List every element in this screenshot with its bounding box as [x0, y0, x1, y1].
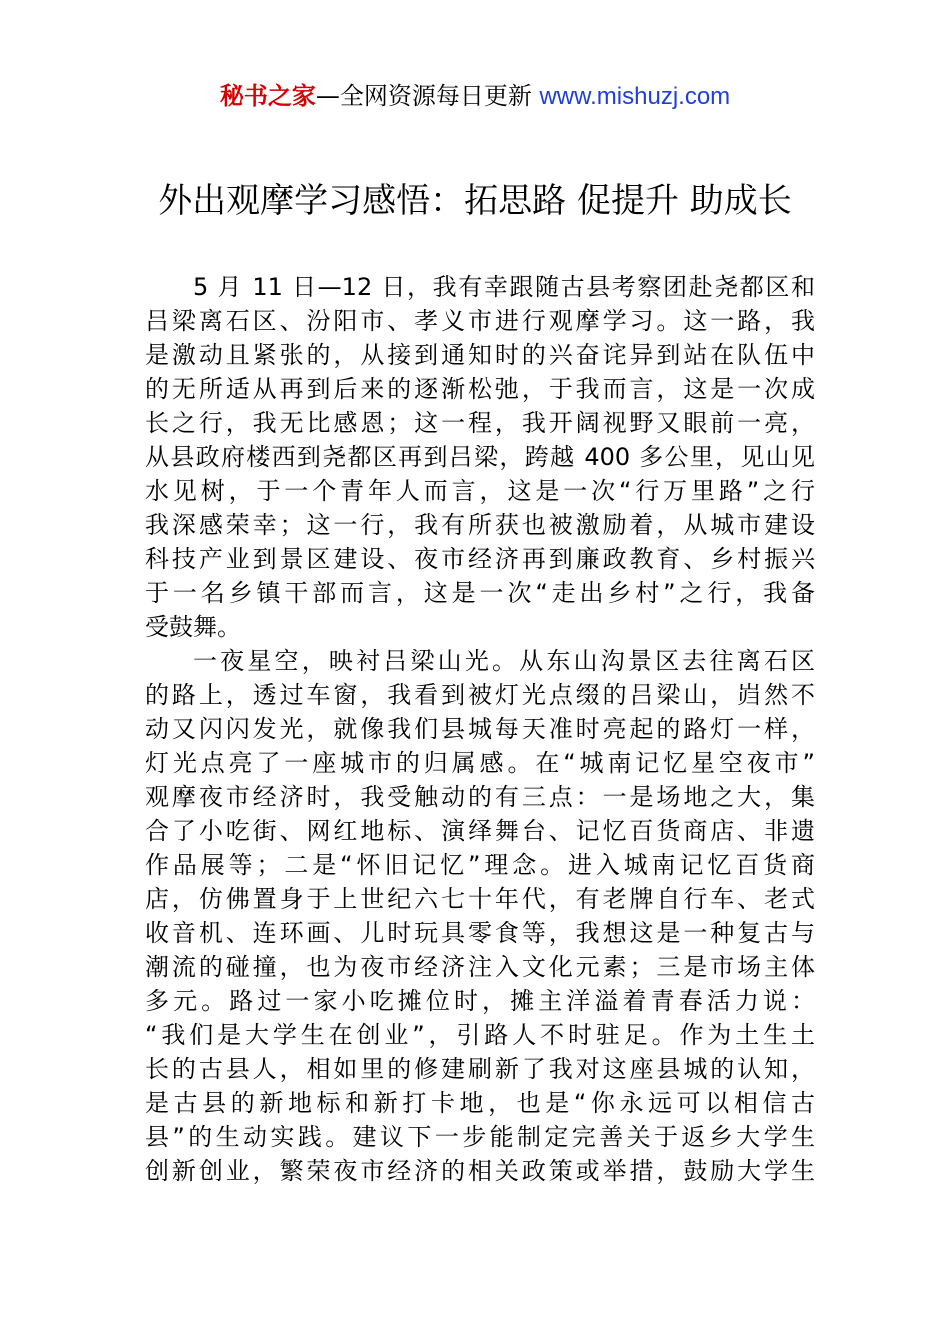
text-line: 合了小吃街、网红地标、演绎舞台、记忆百货商店、非遗: [145, 817, 815, 845]
text-line: 长的古县人，相如里的修建刷新了我对这座县城的认知，: [145, 1055, 815, 1083]
document-body: [145, 270, 815, 1188]
text-line: 是激动且紧张的，从接到通知时的兴奋诧异到站在队伍中: [145, 341, 815, 369]
text-line: 灯光点亮了一座城市的归属感。在“城南记忆星空夜市”: [145, 749, 815, 777]
text-line: 潮流的碰撞，也为夜市经济注入文化元素；三是市场主体: [145, 953, 815, 981]
text-line: 作品展等；二是“怀旧记忆”理念。进入城南记忆百货商: [145, 851, 815, 879]
text-line: 长之行，我无比感恩；这一程，我开阔视野又眼前一亮，: [145, 409, 815, 437]
text-line: 店，仿佛置身于上世纪六七十年代，有老牌自行车、老式: [145, 885, 815, 913]
text-line: 受鼓舞。: [145, 613, 241, 641]
text-line: 的路上，透过车窗，我看到被灯光点缀的吕梁山，岿然不: [145, 681, 815, 709]
text-line: 创新创业，繁荣夜市经济的相关政策或举措，鼓励大学生: [145, 1157, 815, 1185]
text-line: 水见树，于一个青年人而言，这是一次“行万里路”之行: [145, 477, 815, 505]
text-line: 从县政府楼西到尧都区再到吕梁，跨越 400 多公里，见山见: [145, 443, 815, 471]
site-header: [0, 80, 950, 113]
text-line: 一夜星空，映衬吕梁山光。从东山沟景区去往离石区: [193, 647, 815, 675]
text-line: 吕梁离石区、汾阳市、孝义市进行观摩学习。这一路，我: [145, 307, 815, 335]
paragraph: [145, 644, 815, 1188]
text-line: 我深感荣幸；这一行，我有所获也被激励着，从城市建设: [145, 511, 815, 539]
text-line: 县”的生动实践。建议下一步能制定完善关于返乡大学生: [145, 1123, 815, 1151]
text-line: 动又闪闪发光，就像我们县城每天准时亮起的路灯一样，: [145, 715, 815, 743]
document-title: 外出观摩学习感悟：拓思路 促提升 助成长: [158, 181, 792, 221]
text-line: 5 月 11 日—12 日，我有幸跟随古县考察团赴尧都区和: [193, 273, 815, 301]
text-line: 是古县的新地标和新打卡地，也是“你永远可以相信古: [145, 1089, 815, 1117]
text-line: 于一名乡镇干部而言，这是一次“走出乡村”之行，我备: [145, 579, 815, 607]
site-brand: 秘书之家: [219, 82, 316, 110]
text-line: “我们是大学生在创业”，引路人不时驻足。作为土生土: [145, 1021, 815, 1049]
paragraph: [145, 270, 815, 644]
site-tagline: —全网资源每日更新: [315, 82, 540, 110]
text-line: 收音机、连环画、儿时玩具零食等，我想这是一种复古与: [145, 919, 815, 947]
text-line: 多元。路过一家小吃摊位时，摊主洋溢着青春活力说：: [145, 987, 815, 1015]
site-url-link[interactable]: www.mishuzj.com: [539, 83, 731, 110]
text-line: 科技产业到景区建设、夜市经济再到廉政教育、乡村振兴: [145, 545, 815, 573]
text-line: 的无所适从再到后来的逐渐松弛，于我而言，这是一次成: [145, 375, 815, 403]
text-line: 观摩夜市经济时，我受触动的有三点：一是场地之大，集: [145, 783, 815, 811]
